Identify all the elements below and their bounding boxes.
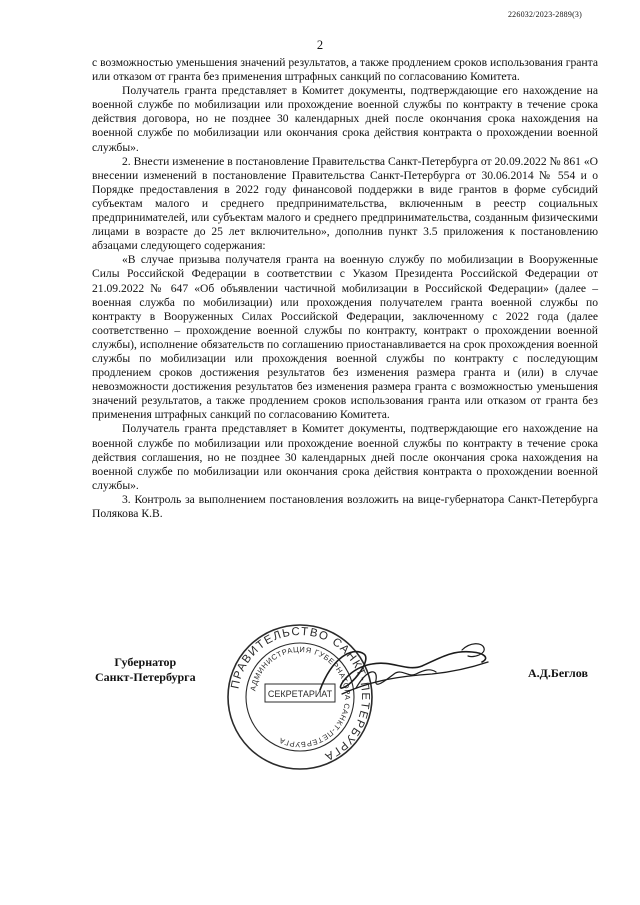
paragraph-1: с возможностью уменьшения значений результатов, а также продлением сроков использования гранта или отказом от гранта без применения штрафных санкций по согласованию Комитета. [92, 56, 598, 84]
paragraph-4: «В случае призыва получателя гранта на военную службу по мобилизации в Вооруженные Силы Российской Федерации в соответствии с Указом Президента Российской Федерации от 21.09.2022 № 647 «Об объявлении частичной мобилизации в Российской Федерации» (далее – военная служба по мобилизации) или прохождения получателем гранта военной службы по контракту в Вооруженных Силах Российской Федерации, заключенному с 2022 года (далее соответственно – прохождение военной службы по контракту, контракт о прохождении военной службы), исполнение обязательств по соглашению приостанавливается на срок прохождения военной службы по мобилизации или прохождения военной службы по контракту с последующим продлением сроков достижения результатов без изменения размера гранта и (или) в случае невозможности достижения результатов без изменения размера гранта с возможностью уменьшения значений результатов, а также продлением сроков использования гранта или отказом от гранта без применения штрафных санкций по согласованию Комитета. [92, 253, 598, 422]
signatory-title-line1: Губернатор [114, 655, 177, 669]
stamp-inner-text: АДМИНИСТРАЦИЯ ГУБЕРНАТОРА САНКТ-ПЕТЕРБУРГА [248, 644, 353, 750]
document-number: 226032/2023-2889(3) [507, 10, 582, 19]
document-body [92, 56, 598, 521]
paragraph-6: 3. Контроль за выполнением постановления возложить на вице-губернатора Санкт-Петербурга Полякова К.В. [92, 492, 598, 520]
paragraph-2: Получатель гранта представляет в Комитет документы, подтверждающие его нахождение на военной службе по мобилизации или прохождение военной службы по контракту в течение срока действия договора, но не позднее 30 календарных дней после окончания срока нахождения на военной службе по мобилизации или окончания срока действия контракта о прохождении военной службы». [92, 84, 598, 154]
handwritten-signature [312, 628, 497, 708]
paragraph-3: 2. Внести изменение в постановление Правительства Санкт-Петербурга от 20.09.2022 № 861 «О внесении изменений в постановление Правительства Санкт-Петербурга от 30.06.2014 № 554 и о Порядке предоставления в 2022 году финансовой поддержки в виде грантов в форме субсидий субъектам малого и среднего предпринимательства, включенным в реестр социальных предпринимателей, или субъектам малого и среднего предпринимательства, созданным физическими лицами в возрасте до 25 лет включительно», дополнив пункт 3.5 приложения к постановлению абзацами следующего содержания: [92, 154, 598, 253]
stamp-center-text: СЕКРЕТАРИАТ [267, 689, 333, 699]
page-number: 2 [316, 38, 324, 52]
signatory-name: А.Д.Беглов [528, 666, 588, 680]
signatory-title [95, 655, 196, 685]
stamp-outer-text: ПРАВИТЕЛЬСТВО САНКТ-ПЕТЕРБУРГА [229, 625, 372, 763]
signatory-title-line2: Санкт-Петербурга [95, 670, 196, 684]
paragraph-5: Получатель гранта представляет в Комитет документы, подтверждающие его нахождение на военной службе по мобилизации или прохождение военной службы по контракту в течение срока действия соглашения, но не позднее 30 календарных дней после окончания срока нахождения на военной службе по мобилизации или окончания срока действия контракта о прохождении военной службы». [92, 422, 598, 492]
